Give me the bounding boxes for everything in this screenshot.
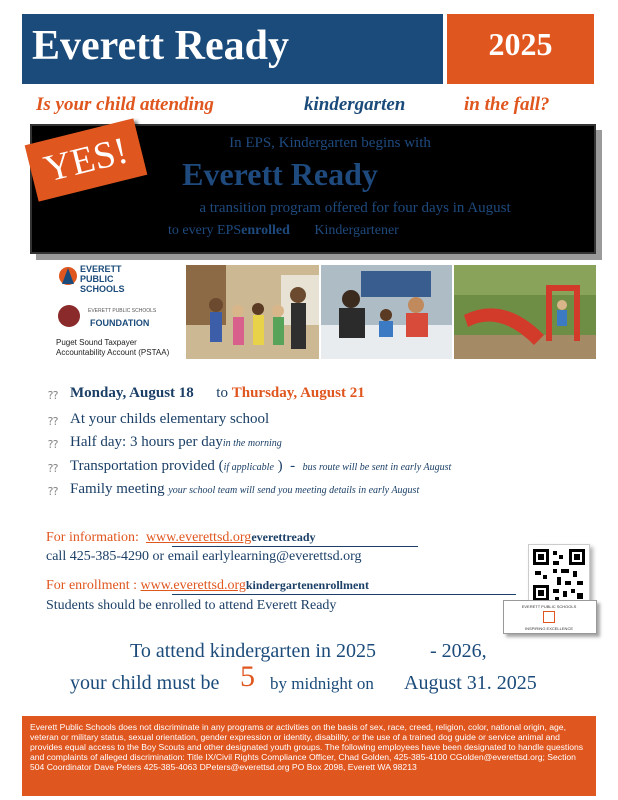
- transport-dash: -: [290, 458, 296, 474]
- photo-classroom: [321, 265, 452, 359]
- page-title: Everett Ready: [32, 23, 289, 69]
- photo-playground: [454, 265, 596, 359]
- banner-audience-a: to every EPS: [168, 223, 242, 238]
- banner-audience-b: enrolled: [241, 223, 290, 238]
- info-link-underline: [172, 546, 418, 547]
- enrollment-note: Students should be enrolled to attend Everett Ready: [46, 598, 337, 613]
- bullet-marker: ⁇: [48, 416, 59, 428]
- bullet-marker: ⁇: [48, 486, 59, 498]
- family-item: [70, 481, 419, 498]
- eps-logo-text: [80, 264, 125, 294]
- photo-playground-image: [454, 265, 596, 359]
- banner-intro: In EPS, Kindergarten begins with: [229, 135, 431, 151]
- bullet-marker: ⁇: [48, 390, 59, 402]
- age-statement-line-1: To attend kindergarten in 2025: [130, 640, 376, 662]
- photo-students-line-image: [186, 265, 319, 359]
- banner-description: a transition program offered for four days in August: [199, 200, 511, 216]
- dates-item: [70, 385, 365, 402]
- transport-paren-open: (: [218, 458, 224, 474]
- info-label: For information:: [46, 530, 139, 545]
- transport-condition: if applicable: [223, 462, 274, 473]
- age-value: 5: [240, 660, 255, 693]
- banner-title: Everett Ready: [182, 156, 378, 192]
- photo-classroom-image: [321, 265, 452, 359]
- banner-audience: [168, 223, 399, 239]
- district-badge-icon: [543, 611, 555, 623]
- yes-text: YES!: [39, 129, 133, 191]
- info-line: [46, 530, 316, 546]
- half-day-text: Half day: 3 hours per day: [70, 434, 223, 450]
- end-date: Thursday, August 21: [231, 385, 365, 401]
- enroll-label: For enrollment :: [46, 578, 137, 593]
- foundation-logo-tagline: EVERETT PUBLIC SCHOOLS: [88, 308, 157, 314]
- district-badge-line-2: INSPIRING EXCELLENCE: [524, 626, 573, 631]
- bullet-marker: ⁇: [48, 439, 59, 451]
- location-item: At your childs elementary school: [70, 411, 270, 427]
- enroll-link-path[interactable]: kindergartenenrollment: [245, 578, 369, 592]
- year-label: 2025: [488, 26, 553, 62]
- age-statement-date: August 31. 2025: [404, 672, 537, 694]
- foundation-logo-text: FOUNDATION: [90, 318, 150, 328]
- qr-code-icon[interactable]: [528, 544, 590, 606]
- info-link[interactable]: www.everettsd.org: [145, 530, 252, 545]
- transport-item: [70, 458, 451, 475]
- enroll-link-underline: [172, 594, 516, 595]
- question-part-3: in the fall?: [464, 94, 550, 115]
- question-part-1: Is your child attending: [36, 94, 214, 115]
- enroll-link[interactable]: www.everettsd.org: [140, 578, 246, 593]
- family-text: Family meeting: [70, 481, 165, 497]
- date-to: to: [216, 385, 228, 401]
- question-part-2: kindergarten: [304, 94, 406, 115]
- district-badge-text: [507, 604, 591, 632]
- pstaa-credit: Puget Sound Taxpayer Accountability Account (PSTAA): [56, 338, 170, 357]
- family-note: your school team will send you meeting details in early August: [168, 485, 420, 496]
- start-date: Monday, August 18: [70, 385, 194, 401]
- photo-students-line: [186, 265, 319, 359]
- foundation-logo-icon: [58, 305, 80, 327]
- transport-detail: bus route will be sent in early August: [302, 462, 452, 473]
- enrollment-line: [46, 578, 369, 594]
- transport-text: Transportation provided: [70, 458, 215, 474]
- banner-audience-c: Kindergartener: [314, 223, 399, 238]
- age-statement-deadline-label: by midnight on: [270, 674, 374, 693]
- half-day-item: [70, 434, 282, 451]
- eps-logo-line-3: SCHOOLS: [80, 284, 125, 294]
- contact-line: call 425-385-4290 or email earlylearning@everettsd.org: [46, 549, 362, 564]
- half-day-note: in the morning: [222, 438, 282, 449]
- eps-logo-line-1: EVERETT: [80, 264, 122, 274]
- age-statement-year-end: - 2026,: [430, 640, 487, 662]
- district-badge-line-1: EVERETT PUBLIC SCHOOLS: [521, 604, 577, 609]
- age-statement-line-2: your child must be: [70, 672, 220, 694]
- info-link-path[interactable]: everettready: [251, 530, 316, 544]
- bullet-marker: ⁇: [48, 463, 59, 475]
- transport-paren-close: ): [277, 458, 283, 474]
- eps-logo-line-2: PUBLIC: [80, 274, 114, 284]
- nondiscrimination-notice: Everett Public Schools does not discriminate in any programs or activities on the basis of sex, race, creed, religion, color, national origin, age, veteran or military status, sexual orientation, gender expression or identity, disability, or the use of a trained dog guide or service animal and provides equal access to the Boy Scouts and other designated youth groups. The following employees have been designated to handle questions and complaints of alleged discrimination: Title IX/Civil Rights Compliance Officer, Chad Golden, 425-385-4100 CGolden@everettsd.org; Section 504 Coordinator Dave Peters 425-385-4063 DPeters@everettsd.org PO Box 2098, Everett WA 98213: [30, 722, 584, 772]
